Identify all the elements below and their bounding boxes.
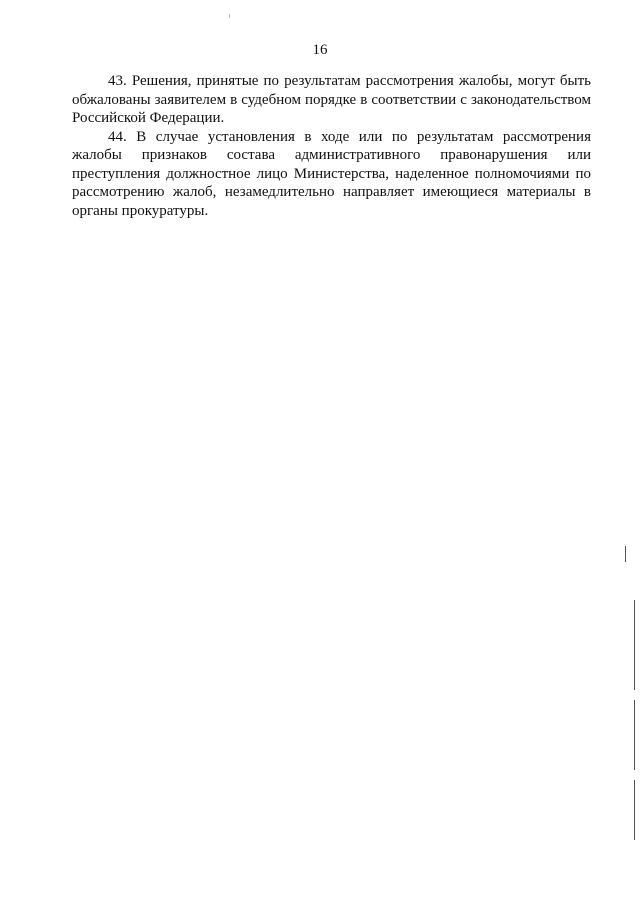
page-number: 16 [312,42,328,58]
scan-artifact-edge [625,546,626,562]
scan-artifact-edge [634,600,635,690]
document-body [72,72,591,220]
scan-artifact-edge [634,700,635,770]
scan-artifact-top [229,14,230,18]
paragraph-44: 44. В случае установления в ходе или по результатам рассмотрения жалобы признаков состава административного правонарушения или преступления должностное лицо Министерства, наделенное полномочиями по рассмотрению жалоб, незамедлительно направляет имеющиеся материалы в органы прокуратуры. [72,128,591,219]
scan-artifact-edge [634,780,635,840]
paragraph-43: 43. Решения, принятые по результатам рассмотрения жалобы, могут быть обжалованы заявителем в судебном порядке в соответствии с законодательством Российской Федерации. [72,73,591,126]
